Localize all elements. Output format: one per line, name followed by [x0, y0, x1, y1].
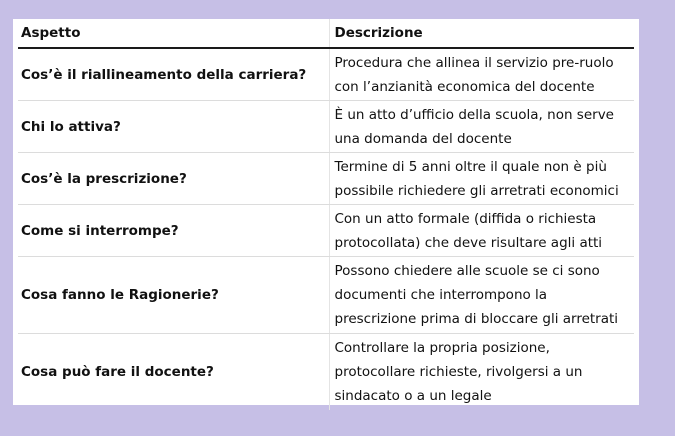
table-header-row [18, 19, 634, 48]
table-row [18, 334, 634, 411]
aspect-cell: Cos’è il riallineamento della carriera? [18, 48, 329, 101]
description-cell: Procedura che allinea il servizio pre-ruolo con l’anzianità economica del docente [329, 48, 634, 101]
aspect-cell: Cosa fanno le Ragionerie? [18, 257, 329, 334]
aspect-cell: Chi lo attiva? [18, 101, 329, 153]
aspect-cell: Cos’è la prescrizione? [18, 153, 329, 205]
description-cell: Possono chiedere alle scuole se ci sono documenti che interrompono la prescrizione prima di bloccare gli arretrati [329, 257, 634, 334]
table-row [18, 153, 634, 205]
info-table [18, 19, 634, 410]
table-row [18, 257, 634, 334]
description-cell: È un atto d’ufficio della scuola, non serve una domanda del docente [329, 101, 634, 153]
header-descrizione: Descrizione [329, 19, 634, 48]
aspect-cell: Cosa può fare il docente? [21, 364, 214, 380]
table-row [18, 205, 634, 257]
description-cell: Controllare la propria posizione, protocollare richieste, rivolgersi a un sindacato o a un legale [329, 334, 634, 411]
header-aspetto: Aspetto [18, 19, 329, 48]
table-row [18, 48, 634, 101]
table-panel [13, 19, 639, 405]
description-cell: Con un atto formale (diffida o richiesta protocollata) che deve risultare agli atti [329, 205, 634, 257]
description-cell: Termine di 5 anni oltre il quale non è più possibile richiedere gli arretrati economici [329, 153, 634, 205]
table-row [18, 101, 634, 153]
aspect-cell: Come si interrompe? [18, 205, 329, 257]
